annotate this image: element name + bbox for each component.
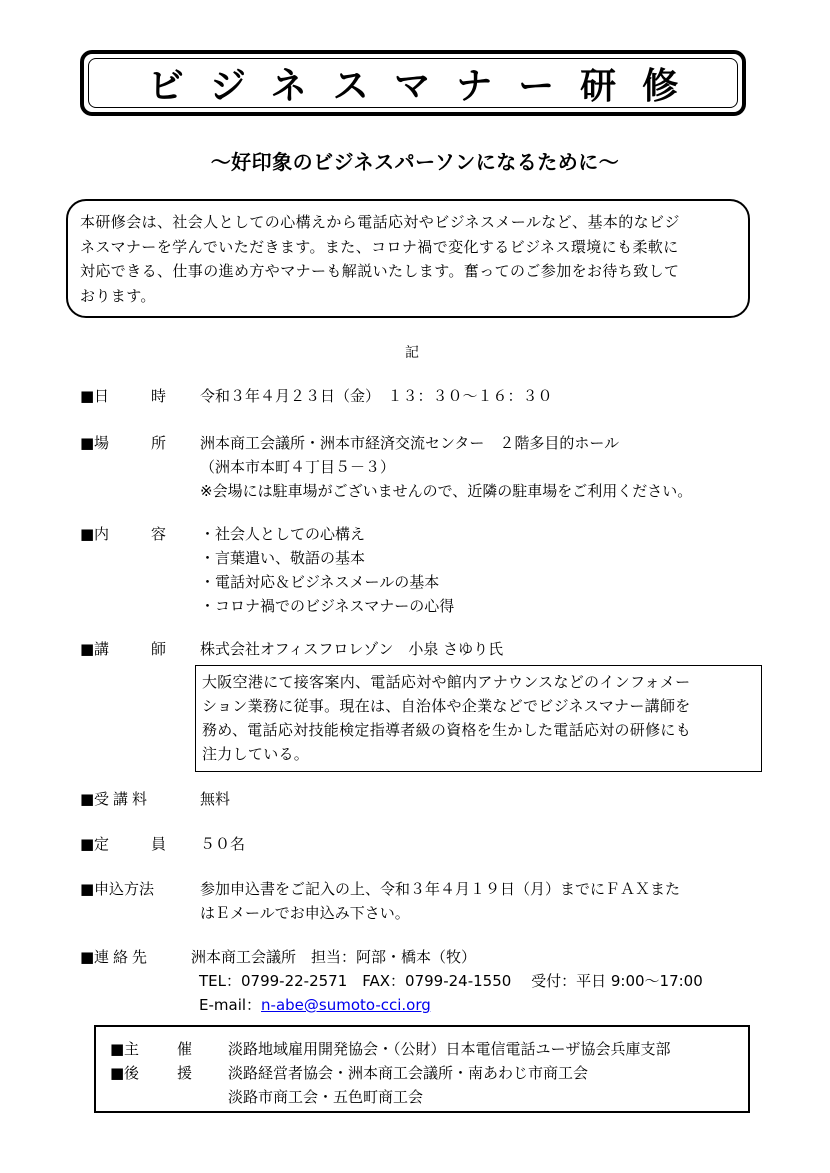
title-frame (80, 50, 746, 116)
label-char: 内 (94, 525, 110, 543)
content-item: ・社会人としての心構え (200, 525, 366, 543)
organizer-label (110, 1037, 220, 1061)
lecturer-value: 株式会社オフィスフロレゾン 小泉 さゆり氏 (200, 640, 504, 658)
label-char: 催 (177, 1040, 193, 1058)
content-item: ・電話対応＆ビジネスメールの基本 (200, 573, 440, 591)
ki-heading: 記 (405, 345, 419, 361)
venue-line: （洲本市本町４丁目５－３） (200, 458, 396, 476)
venue-line: 洲本商工会議所・洲本市経済交流センター ２階多目的ホール (200, 434, 620, 452)
intro-line: 対応できる、仕事の進め方やマナーも解説いたします。奮ってのご参加をお待ち致して (80, 262, 680, 280)
venue-label (80, 431, 190, 455)
capacity-label (80, 832, 190, 856)
application-label (80, 877, 190, 901)
lecturer-profile-box (195, 665, 762, 772)
footer-box (94, 1025, 750, 1113)
bullet-square: ■ (80, 640, 95, 658)
bullet-square: ■ (80, 434, 95, 452)
title-inner-frame (88, 58, 738, 108)
contact-org: 洲本商工会議所 担当：阿部・橋本（牧） (191, 948, 477, 966)
support-line: 淡路市商工会・五色町商工会 (228, 1088, 424, 1106)
support-value (228, 1061, 588, 1109)
label-char: 後 (124, 1064, 140, 1082)
label-char: 講 (94, 640, 110, 658)
label-char: 師 (151, 640, 167, 658)
venue-value (200, 431, 692, 503)
application-value (200, 877, 680, 925)
bullet-square: ■ (80, 948, 95, 966)
label-text: 申込方法 (94, 880, 155, 898)
support-label (110, 1061, 220, 1085)
organizer-value: 淡路地域雇用開発協会・（公財）日本電信電話ユーザ協会兵庫支部 (228, 1040, 671, 1058)
intro-box (66, 199, 750, 318)
intro-line: おります。 (80, 286, 156, 305)
content-item: ・言葉遣い、敬語の基本 (200, 549, 366, 567)
subtitle: ～好印象のビジネスパーソンになるために～ (210, 150, 620, 174)
email-label: E-mail： (199, 996, 262, 1014)
bullet-square: ■ (110, 1064, 125, 1082)
bullet-square: ■ (80, 790, 95, 808)
contact-phone: TEL：0799-22-2571 FAX：0799-24-1550 受付：平日 9:00～17:00 (199, 972, 703, 990)
bullet-square: ■ (80, 835, 95, 853)
lecturer-label (80, 637, 190, 661)
bullet-square: ■ (80, 387, 95, 405)
support-line: 淡路経営者協会・洲本商工会議所・南あわじ市商工会 (228, 1064, 589, 1082)
label-char: 日 (94, 387, 110, 405)
label-char: 定 (94, 835, 110, 853)
fee-value: 無料 (200, 790, 231, 808)
contact-value (191, 945, 703, 1017)
venue-line: ※会場には駐車場がございませんので、近隣の駐車場をご利用ください。 (200, 482, 693, 500)
contact-email-line (191, 993, 703, 1017)
bullet-square: ■ (110, 1040, 125, 1058)
label-char: 時 (151, 387, 167, 405)
datetime-label (80, 384, 190, 408)
capacity-value: ５０名 (200, 835, 246, 853)
label-text: 連絡先 (94, 948, 152, 966)
bullet-square: ■ (80, 525, 95, 543)
profile-line: 注力している。 (202, 745, 310, 763)
label-char: 援 (177, 1064, 193, 1082)
bullet-square: ■ (80, 880, 95, 898)
label-char: 所 (151, 434, 167, 452)
fee-label (80, 787, 190, 811)
content-item: ・コロナ禍でのビジネスマナーの心得 (200, 597, 455, 615)
content-label (80, 522, 190, 546)
datetime-value: 令和３年４月２３日（金） １３：３０～１６：３０ (200, 387, 553, 405)
contact-label (80, 945, 190, 969)
application-line: はＥメールでお申込み下さい。 (200, 904, 410, 922)
intro-line: 本研修会は、社会人としての心構えから電話応対やビジネスメールなど、基本的なビジ (80, 213, 680, 231)
label-char: 場 (94, 434, 110, 452)
label-text: 受講料 (94, 790, 152, 808)
label-char: 員 (151, 835, 167, 853)
profile-line: 務め、電話応対技能検定指導者級の資格を生かした電話応対の研修にも (202, 721, 692, 739)
profile-line: ション業務に従事。現在は、自治体や企業などでビジネスマナー講師を (202, 697, 691, 715)
label-char: 容 (151, 525, 167, 543)
application-line: 参加申込書をご記入の上、令和３年４月１９日（月）までにＦＡＸまた (200, 880, 681, 898)
profile-line: 大阪空港にて接客案内、電話応対や館内アナウンスなどのインフォメー (202, 673, 691, 691)
content-list (200, 522, 454, 618)
email-link[interactable]: n-abe@sumoto-cci.org (261, 996, 431, 1014)
page-title: ビジネスマナー研修 (147, 65, 705, 107)
intro-line: ネスマナーを学んでいただきます。また、コロナ禍で変化するビジネス環境にも柔軟に (80, 237, 679, 256)
label-char: 主 (124, 1040, 140, 1058)
